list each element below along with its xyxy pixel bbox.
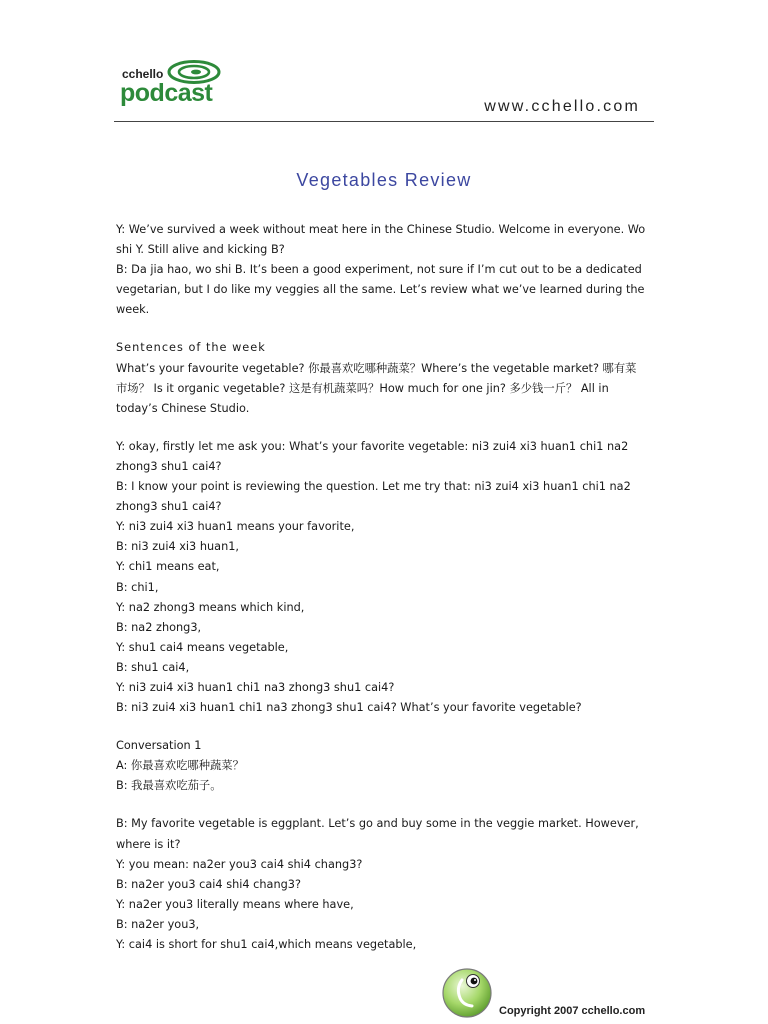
- text-line: B: na2er you3 cai4 shi4 chang3?: [116, 877, 301, 891]
- cchello-podcast-logo: [114, 58, 234, 110]
- header-divider: [114, 121, 654, 122]
- text-line: Y: shu1 cai4 means vegetable,: [116, 640, 289, 654]
- text-line: B: shu1 cai4,: [116, 660, 190, 674]
- text-line: Y: chi1 means eat,: [116, 560, 220, 574]
- text-line: 市场？ Is it organic vegetable? 这是有机蔬菜吗？How much for one jin? 多少钱一斤？ All in: [116, 381, 609, 395]
- text-line: Y: you mean: na2er you3 cai4 shi4 chang3?: [116, 857, 363, 871]
- blank-line: [116, 419, 656, 437]
- text-line: zhong3 shu1 cai4?: [116, 459, 222, 473]
- text-line: today’s Chinese Studio.: [116, 401, 250, 415]
- logo-big-text: podcast: [120, 79, 213, 107]
- transcript-body: [116, 220, 656, 955]
- text-line: week.: [116, 303, 150, 317]
- text-line: vegetarian, but I do like my veggies all the same. Let’s review what we’ve learned during the: [116, 283, 645, 297]
- blank-line: [116, 320, 656, 338]
- text-line: Y: We’ve survived a week without meat here in the Chinese Studio. Welcome in everyone. Wo: [116, 223, 646, 236]
- text-line: B: chi1,: [116, 580, 159, 594]
- page-title: Vegetables Review: [296, 170, 472, 190]
- text-line: where is it?: [116, 837, 181, 851]
- text-line: B: Da jia hao, wo shi B. It’s been a good experiment, not sure if I’m cut out to be a dedicated: [116, 263, 642, 277]
- text-line: Y: ni3 zui4 xi3 huan1 chi1 na3 zhong3 shu1 cai4?: [116, 680, 395, 694]
- text-line: B: ni3 zui4 xi3 huan1 chi1 na3 zhong3 shu1 cai4? What’s your favorite vegetable?: [116, 701, 582, 715]
- text-line: Conversation 1: [116, 739, 202, 753]
- text-line: B: ni3 zui4 xi3 huan1,: [116, 540, 240, 554]
- text-line: Y: okay, firstly let me ask you: What’s your favorite vegetable: ni3 zui4 xi3 huan1 chi1 na2: [116, 439, 629, 453]
- blank-line: [116, 796, 656, 814]
- text-line: shi Y. Still alive and kicking B?: [116, 243, 285, 257]
- text-line: B: I know your point is reviewing the question. Let me try that: ni3 zui4 xi3 huan1 chi1 na2: [116, 480, 631, 494]
- text-line: B: 我最喜欢吃茄子。: [116, 779, 222, 793]
- text-line: B: na2er you3,: [116, 917, 200, 931]
- blank-line: [116, 718, 656, 736]
- site-url: www.cchello.com: [484, 98, 640, 115]
- text-line: Sentences of the week: [116, 341, 266, 355]
- text-line: Y: cai4 is short for shu1 cai4,which means vegetable,: [116, 938, 417, 951]
- text-line: Y: ni3 zui4 xi3 huan1 means your favorite,: [116, 520, 355, 534]
- text-line: B: na2 zhong3,: [116, 620, 202, 634]
- text-line: A: 你最喜欢吃哪种蔬菜？: [116, 759, 244, 773]
- text-line: What’s your favourite vegetable? 你最喜欢吃哪种蔬菜？Where’s the vegetable market? 哪有菜: [116, 361, 637, 375]
- text-line: Y: na2er you3 literally means where have,: [116, 897, 354, 911]
- text-line: B: My favorite vegetable is eggplant. Let’s go and buy some in the veggie market. However,: [116, 817, 639, 831]
- page-header: [114, 58, 654, 122]
- footer-logo-icon: [440, 964, 498, 1020]
- copyright-text: Copyright 2007 cchello.com: [499, 1005, 646, 1017]
- logo-small-text: cchello: [122, 67, 164, 81]
- text-line: Y: na2 zhong3 means which kind,: [116, 600, 305, 614]
- text-line: zhong3 shu1 cai4?: [116, 500, 222, 514]
